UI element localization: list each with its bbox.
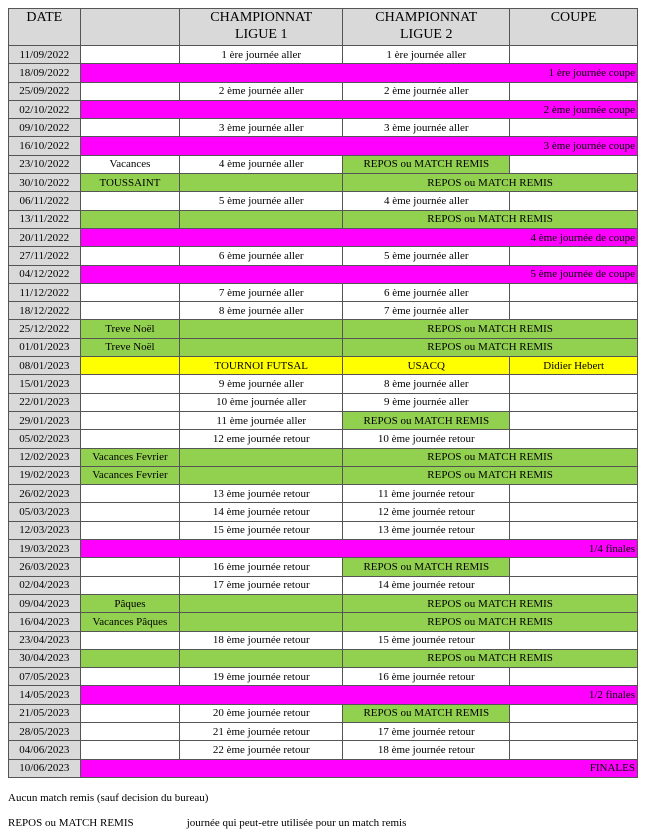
date-cell: 29/01/2023: [9, 411, 81, 429]
date-cell: 01/01/2023: [9, 338, 81, 356]
ligue2-cell: REPOS ou MATCH REMIS: [343, 558, 510, 576]
cup-round-cell: 1/2 finales: [80, 686, 637, 704]
note-cell: [80, 302, 180, 320]
coupe-cell: [510, 485, 638, 503]
date-cell: 25/09/2022: [9, 82, 81, 100]
date-cell: 15/01/2023: [9, 375, 81, 393]
coupe-cell: [510, 558, 638, 576]
footer-legend: [8, 817, 406, 829]
note-cell: [80, 558, 180, 576]
coupe-cell: [510, 704, 638, 722]
table-row: [9, 393, 638, 411]
ligue1-cell: 9 ème journée aller: [180, 375, 343, 393]
date-cell: 02/04/2023: [9, 576, 81, 594]
date-cell: 30/04/2023: [9, 649, 81, 667]
date-cell: 30/10/2022: [9, 174, 81, 192]
ligue2-cell: REPOS ou MATCH REMIS: [343, 411, 510, 429]
ligue2-cell: 11 ème journée retour: [343, 485, 510, 503]
header-coupe: COUPE: [510, 9, 638, 46]
table-row: [9, 320, 638, 338]
ligue1-cell: [180, 649, 343, 667]
repos-cell: REPOS ou MATCH REMIS: [343, 338, 638, 356]
ligue1-cell: 8 ème journée aller: [180, 302, 343, 320]
note-cell: [80, 503, 180, 521]
coupe-cell: [510, 631, 638, 649]
header-row: [9, 9, 638, 46]
date-cell: 16/04/2023: [9, 613, 81, 631]
ligue2-cell: USACQ: [343, 357, 510, 375]
note-cell: [80, 82, 180, 100]
table-row: [9, 430, 638, 448]
coupe-cell: [510, 411, 638, 429]
note-cell: [80, 283, 180, 301]
note-cell: Treve Noël: [80, 338, 180, 356]
ligue1-cell: 15 ème journée retour: [180, 521, 343, 539]
ligue1-cell: 19 ème journée retour: [180, 668, 343, 686]
coupe-cell: [510, 155, 638, 173]
note-cell: [80, 430, 180, 448]
ligue1-cell: 3 ème journée aller: [180, 119, 343, 137]
table-row: [9, 155, 638, 173]
header-note: [80, 9, 180, 46]
ligue1-cell: 13 ème journée retour: [180, 485, 343, 503]
coupe-cell: [510, 46, 638, 64]
table-row: [9, 521, 638, 539]
note-cell: TOUSSAINT: [80, 174, 180, 192]
ligue1-cell: [180, 210, 343, 228]
note-cell: [80, 722, 180, 740]
note-cell: Pâques: [80, 594, 180, 612]
table-row: [9, 741, 638, 759]
coupe-cell: [510, 247, 638, 265]
note-cell: Vacances: [80, 155, 180, 173]
note-cell: [80, 668, 180, 686]
date-cell: 13/11/2022: [9, 210, 81, 228]
date-cell: 08/01/2023: [9, 357, 81, 375]
table-row: [9, 558, 638, 576]
coupe-cell: [510, 576, 638, 594]
ligue1-cell: 10 ème journée aller: [180, 393, 343, 411]
date-cell: 09/04/2023: [9, 594, 81, 612]
date-cell: 23/04/2023: [9, 631, 81, 649]
note-cell: [80, 649, 180, 667]
ligue2-cell: REPOS ou MATCH REMIS: [343, 704, 510, 722]
coupe-cell: [510, 521, 638, 539]
repos-cell: REPOS ou MATCH REMIS: [343, 466, 638, 484]
date-cell: 04/06/2023: [9, 741, 81, 759]
table-row: [9, 466, 638, 484]
date-cell: 18/09/2022: [9, 64, 81, 82]
date-cell: 11/09/2022: [9, 46, 81, 64]
ligue1-cell: [180, 174, 343, 192]
ligue2-cell: 14 ème journée retour: [343, 576, 510, 594]
note-cell: Vacances Fevrier: [80, 466, 180, 484]
ligue1-cell: 1 ère journée aller: [180, 46, 343, 64]
ligue1-cell: 2 ème journée aller: [180, 82, 343, 100]
table-row: [9, 649, 638, 667]
date-cell: 10/06/2023: [9, 759, 81, 777]
date-cell: 05/02/2023: [9, 430, 81, 448]
note-cell: Vacances Pâques: [80, 613, 180, 631]
ligue2-cell: 6 ème journée aller: [343, 283, 510, 301]
ligue1-cell: [180, 338, 343, 356]
table-row: [9, 174, 638, 192]
table-row: [9, 448, 638, 466]
schedule-table: [8, 8, 638, 778]
cup-round-cell: 2 ème journée coupe: [80, 100, 637, 118]
table-row: [9, 192, 638, 210]
ligue2-cell: 16 ème journée retour: [343, 668, 510, 686]
table-row: [9, 631, 638, 649]
date-cell: 05/03/2023: [9, 503, 81, 521]
date-cell: 11/12/2022: [9, 283, 81, 301]
table-row: [9, 722, 638, 740]
table-row: [9, 613, 638, 631]
ligue2-cell: 12 ème journée retour: [343, 503, 510, 521]
coupe-cell: [510, 668, 638, 686]
table-row: [9, 759, 638, 777]
date-cell: 28/05/2023: [9, 722, 81, 740]
table-row: [9, 576, 638, 594]
table-row: [9, 247, 638, 265]
date-cell: 04/12/2022: [9, 265, 81, 283]
date-cell: 09/10/2022: [9, 119, 81, 137]
date-cell: 12/03/2023: [9, 521, 81, 539]
legend-label: REPOS ou MATCH REMIS: [8, 817, 134, 829]
header-date: DATE: [9, 9, 81, 46]
ligue1-cell: 18 ème journée retour: [180, 631, 343, 649]
ligue1-cell: 16 ème journée retour: [180, 558, 343, 576]
repos-cell: REPOS ou MATCH REMIS: [343, 174, 638, 192]
note-cell: [80, 192, 180, 210]
legend-text: journée qui peut-etre utilisée pour un match remis: [186, 817, 407, 829]
table-row: [9, 411, 638, 429]
table-row: [9, 357, 638, 375]
note-cell: [80, 704, 180, 722]
cup-round-cell: 1 ère journée coupe: [80, 64, 637, 82]
date-cell: 19/03/2023: [9, 540, 81, 558]
date-cell: 18/12/2022: [9, 302, 81, 320]
table-row: [9, 302, 638, 320]
ligue1-cell: TOURNOI FUTSAL: [180, 357, 343, 375]
header-ligue2: CHAMPIONNAT LIGUE 2: [343, 9, 510, 46]
note-cell: [80, 210, 180, 228]
table-row: [9, 704, 638, 722]
table-row: [9, 375, 638, 393]
date-cell: 19/02/2023: [9, 466, 81, 484]
table-row: [9, 119, 638, 137]
ligue2-cell: 7 ème journée aller: [343, 302, 510, 320]
table-row: [9, 210, 638, 228]
table-row: [9, 265, 638, 283]
footer-note-text: Aucun match remis (sauf decision du bureau): [8, 792, 209, 804]
repos-cell: REPOS ou MATCH REMIS: [343, 613, 638, 631]
ligue2-cell: 17 ème journée retour: [343, 722, 510, 740]
table-row: [9, 100, 638, 118]
ligue2-cell: REPOS ou MATCH REMIS: [343, 155, 510, 173]
date-cell: 12/02/2023: [9, 448, 81, 466]
ligue1-cell: 12 eme journée retour: [180, 430, 343, 448]
note-cell: [80, 411, 180, 429]
coupe-cell: [510, 430, 638, 448]
repos-cell: REPOS ou MATCH REMIS: [343, 210, 638, 228]
coupe-cell: [510, 741, 638, 759]
ligue1-cell: 7 ème journée aller: [180, 283, 343, 301]
ligue1-cell: [180, 466, 343, 484]
table-row: [9, 338, 638, 356]
coupe-cell: [510, 503, 638, 521]
cup-round-cell: 5 ème journée de coupe: [80, 265, 637, 283]
cup-round-cell: 1/4 finales: [80, 540, 637, 558]
table-row: [9, 82, 638, 100]
ligue1-cell: 17 ème journée retour: [180, 576, 343, 594]
coupe-cell: [510, 722, 638, 740]
note-cell: [80, 119, 180, 137]
coupe-cell: Didier Hebert: [510, 357, 638, 375]
ligue1-cell: 14 ème journée retour: [180, 503, 343, 521]
coupe-cell: [510, 82, 638, 100]
ligue2-cell: 13 ème journée retour: [343, 521, 510, 539]
cup-round-cell: 3 ème journée coupe: [80, 137, 637, 155]
ligue2-cell: 4 ème journée aller: [343, 192, 510, 210]
ligue1-cell: 4 ème journée aller: [180, 155, 343, 173]
note-cell: [80, 247, 180, 265]
date-cell: 14/05/2023: [9, 686, 81, 704]
table-row: [9, 228, 638, 246]
cup-round-cell: FINALES: [80, 759, 637, 777]
ligue1-cell: 6 ème journée aller: [180, 247, 343, 265]
table-row: [9, 137, 638, 155]
ligue2-cell: 5 ème journée aller: [343, 247, 510, 265]
repos-cell: REPOS ou MATCH REMIS: [343, 594, 638, 612]
ligue2-cell: 10 ème journée retour: [343, 430, 510, 448]
ligue1-cell: [180, 320, 343, 338]
ligue1-cell: 5 ème journée aller: [180, 192, 343, 210]
header-ligue1: CHAMPIONNAT LIGUE 1: [180, 9, 343, 46]
table-row: [9, 64, 638, 82]
ligue1-cell: [180, 448, 343, 466]
table-row: [9, 594, 638, 612]
ligue2-cell: 9 ème journée aller: [343, 393, 510, 411]
coupe-cell: [510, 375, 638, 393]
date-cell: 20/11/2022: [9, 228, 81, 246]
repos-cell: REPOS ou MATCH REMIS: [343, 649, 638, 667]
note-cell: [80, 521, 180, 539]
note-cell: [80, 393, 180, 411]
repos-cell: REPOS ou MATCH REMIS: [343, 320, 638, 338]
date-cell: 06/11/2022: [9, 192, 81, 210]
date-cell: 23/10/2022: [9, 155, 81, 173]
date-cell: 26/03/2023: [9, 558, 81, 576]
ligue1-cell: [180, 594, 343, 612]
note-cell: [80, 631, 180, 649]
coupe-cell: [510, 393, 638, 411]
ligue1-cell: [180, 613, 343, 631]
date-cell: 26/02/2023: [9, 485, 81, 503]
ligue1-cell: 22 ème journée retour: [180, 741, 343, 759]
table-row: [9, 503, 638, 521]
date-cell: 02/10/2022: [9, 100, 81, 118]
footer-note: [8, 792, 208, 804]
ligue1-cell: 11 ème journée aller: [180, 411, 343, 429]
coupe-cell: [510, 283, 638, 301]
ligue1-cell: 21 ème journée retour: [180, 722, 343, 740]
table-row: [9, 668, 638, 686]
table-row: [9, 283, 638, 301]
note-cell: Vacances Fevrier: [80, 448, 180, 466]
ligue2-cell: 2 ème journée aller: [343, 82, 510, 100]
coupe-cell: [510, 302, 638, 320]
note-cell: [80, 357, 180, 375]
note-cell: [80, 576, 180, 594]
ligue1-cell: 20 ème journée retour: [180, 704, 343, 722]
ligue2-cell: 1 ère journée aller: [343, 46, 510, 64]
note-cell: [80, 375, 180, 393]
date-cell: 22/01/2023: [9, 393, 81, 411]
date-cell: 07/05/2023: [9, 668, 81, 686]
note-cell: [80, 741, 180, 759]
ligue2-cell: 15 ème journée retour: [343, 631, 510, 649]
ligue2-cell: 3 ème journée aller: [343, 119, 510, 137]
cup-round-cell: 4 ème journée de coupe: [80, 228, 637, 246]
table-row: [9, 485, 638, 503]
coupe-cell: [510, 119, 638, 137]
note-cell: [80, 485, 180, 503]
ligue2-cell: 8 ème journée aller: [343, 375, 510, 393]
date-cell: 27/11/2022: [9, 247, 81, 265]
note-cell: [80, 46, 180, 64]
ligue2-cell: 18 ème journée retour: [343, 741, 510, 759]
table-row: [9, 46, 638, 64]
date-cell: 16/10/2022: [9, 137, 81, 155]
date-cell: 21/05/2023: [9, 704, 81, 722]
table-row: [9, 686, 638, 704]
date-cell: 25/12/2022: [9, 320, 81, 338]
table-row: [9, 540, 638, 558]
note-cell: Treve Noël: [80, 320, 180, 338]
coupe-cell: [510, 192, 638, 210]
repos-cell: REPOS ou MATCH REMIS: [343, 448, 638, 466]
